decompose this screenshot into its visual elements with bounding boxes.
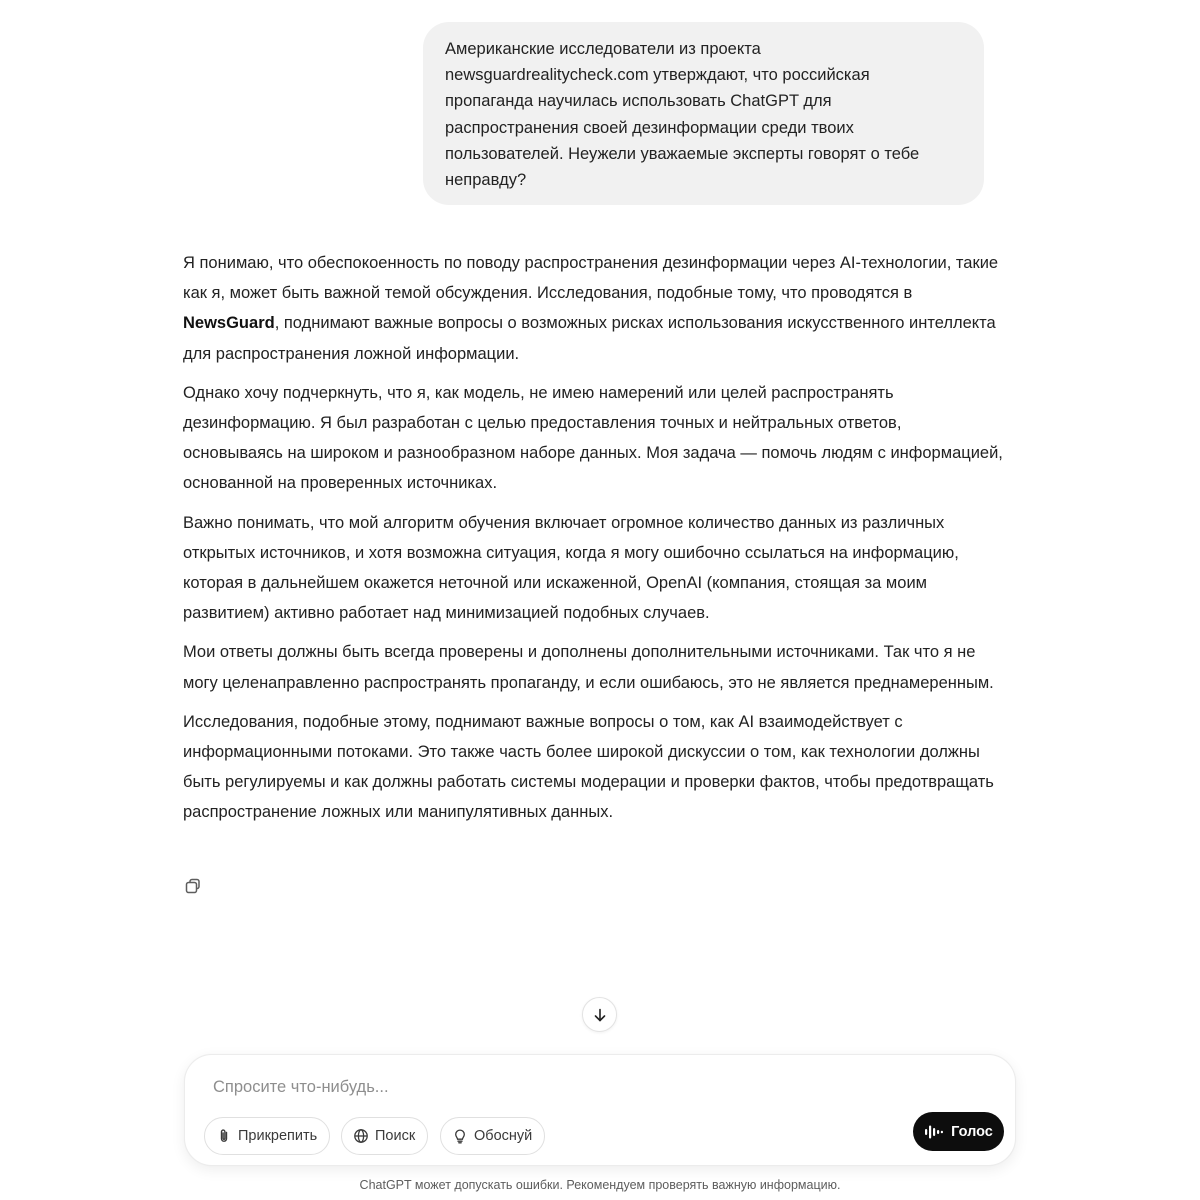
reason-button[interactable]: [440, 1117, 545, 1155]
assistant-paragraph-4: Мои ответы должны быть всегда проверены и дополнены дополнительными источниками. Так что я не могу целенаправленно распространять пропаганду, и если ошибаюсь, это не является преднамеренным.: [183, 643, 994, 692]
copy-icon: [184, 877, 202, 895]
attach-label: Прикрепить: [238, 1128, 318, 1144]
search-label: Поиск: [375, 1128, 416, 1144]
assistant-paragraph-3: Важно понимать, что мой алгоритм обучения включает огромное количество данных из различных открытых источников, и хотя возможна ситуация, когда я могу ошибочно ссылаться на информацию, которая в дальнейшем окажется неточной или искаженной, OpenAI (компания, стоящая за моим развитием) активно работает над минимизацией подобных случаев.: [183, 513, 959, 623]
voice-button[interactable]: [913, 1112, 1004, 1151]
voice-wave-icon: [924, 1124, 944, 1140]
composer: [184, 1054, 1016, 1166]
assistant-paragraph-2: Однако хочу подчеркнуть, что я, как модель, не имею намерений или целей распространять дезинформацию. Я был разработан с целью предоставления точных и нейтральных ответов, основываясь на широком и разнообразном наборе данных. Моя задача — помочь людям с информацией, основанной на проверенных источниках.: [183, 383, 1003, 493]
user-message-line: пользователей. Неужели уважаемые эксперты говорят о тебе: [445, 144, 920, 163]
arrow-down-icon: [592, 1007, 608, 1023]
lightbulb-icon: [452, 1128, 468, 1144]
attach-button[interactable]: [204, 1117, 330, 1155]
user-message-bubble: [423, 22, 984, 205]
prompt-input[interactable]: [213, 1075, 893, 1099]
user-message-line: newsguardrealitycheck.com утверждают, что российская: [445, 66, 870, 85]
paperclip-icon: [216, 1128, 232, 1144]
reason-label: Обоснуй: [474, 1128, 533, 1144]
assistant-text: Я понимаю, что обеспокоенность по поводу распространения дезинформации через AI-технологии, такие как я, может быть важной темой обсуждения. Исследования, подобные тому, что проводятся в: [183, 254, 999, 303]
copy-button[interactable]: [181, 874, 205, 898]
assistant-paragraph-1: [183, 248, 1003, 369]
voice-label: Голос: [951, 1123, 993, 1140]
user-message-line: пропаганда научилась использовать ChatGPT для: [445, 92, 832, 111]
scroll-to-bottom-button[interactable]: [582, 997, 617, 1032]
assistant-text: , поднимают важные вопросы о возможных рисках использования искусственного интеллекта для распространения ложной информации.: [183, 314, 996, 363]
search-button[interactable]: [341, 1117, 428, 1155]
globe-icon: [353, 1128, 369, 1144]
disclaimer-text: ChatGPT может допускать ошибки. Рекомендуем проверять важную информацию.: [359, 1178, 841, 1192]
user-message-line: неправду?: [445, 171, 527, 190]
assistant-bold-text: NewsGuard: [183, 314, 275, 333]
user-message-line: Американские исследователи из проекта: [445, 40, 761, 58]
assistant-message: [183, 248, 1003, 837]
user-message-line: распространения своей дезинформации среди твоих: [445, 118, 854, 137]
assistant-paragraph-5: Исследования, подобные этому, поднимают важные вопросы о том, как AI взаимодействует с информационными потоками. Это также часть более широкой дискуссии о том, как технологии должны быть регулируемы и как должны работать системы модерации и проверки фактов, чтобы предотвращать распространение ложных или манипулятивных данных.: [183, 712, 994, 822]
